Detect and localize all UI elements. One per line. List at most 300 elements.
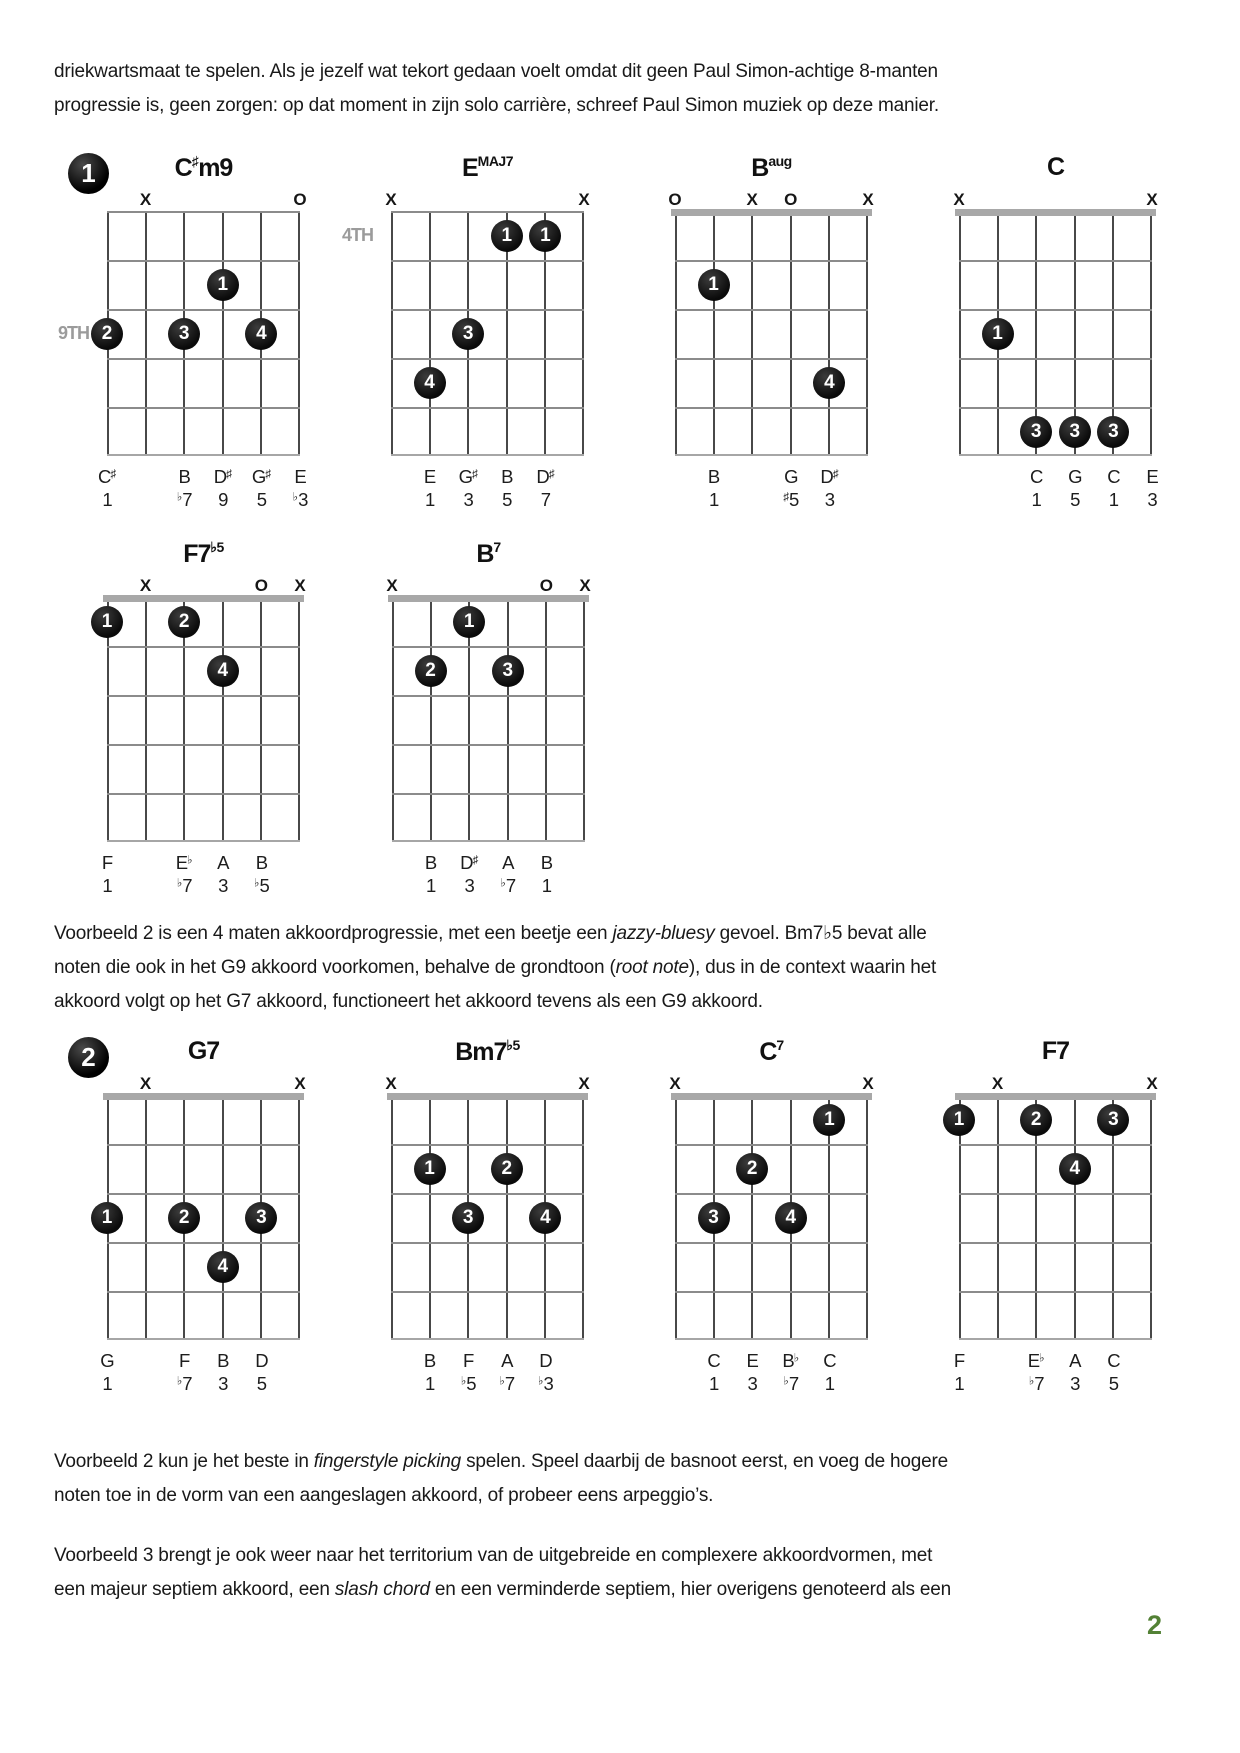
fret-line [959, 454, 1152, 456]
string-line [828, 211, 830, 456]
chord-diagram-csharp-m9 [54, 153, 338, 511]
scale-degree: ♭7 [783, 1373, 799, 1394]
note-name: C [1107, 1350, 1120, 1371]
note-name: G [1068, 466, 1082, 487]
fret-line [392, 744, 585, 746]
chord-name-main: E [461, 154, 478, 182]
finger-dot: 3 [1059, 416, 1091, 448]
finger-dot: 3 [698, 1202, 730, 1234]
fret-grid [391, 1095, 584, 1340]
chord-diagram-b7 [339, 539, 624, 897]
note-name: C♯ [97, 466, 117, 487]
scale-degree: 1 [541, 875, 552, 896]
accidental: ♯ [110, 468, 117, 481]
example-number-badge [68, 153, 109, 194]
muted-string-marker: X [139, 576, 152, 595]
chord-diagram-c [906, 153, 1190, 511]
chord-name-main: F7 [183, 540, 211, 568]
fret-line [391, 309, 584, 311]
finger-dot: 4 [414, 367, 446, 399]
note-names-row [675, 466, 868, 488]
finger-dot: 1 [491, 220, 523, 252]
nut-bar [955, 209, 1156, 216]
note-name: G♯ [251, 466, 271, 487]
note-names-row [675, 1350, 868, 1372]
fret-line [391, 1193, 584, 1195]
fret-line [959, 309, 1152, 311]
muted-string-marker: X [385, 190, 397, 209]
chord-name-main: C [174, 154, 192, 182]
paragraph-voorbeeld-2-speeltip [54, 1445, 1114, 1513]
fret-grid [959, 211, 1152, 456]
string-line [675, 211, 677, 456]
text-run: driekwartsmaat te spelen. Als je jezelf wat tekort gedaan voelt omdat dit geen Paul Simon-achtige 8-manten [54, 61, 938, 82]
string-line [790, 211, 792, 456]
string-line [1150, 1095, 1152, 1340]
fret-line [392, 793, 585, 795]
muted-string-marker: X [578, 190, 590, 209]
string-line [260, 597, 262, 842]
accidental: ♯ [265, 468, 271, 481]
finger-dot: 3 [452, 318, 484, 350]
fret-line [675, 260, 868, 262]
muted-string-marker: X [862, 190, 874, 209]
scale-degree: 1 [1031, 489, 1041, 510]
example-1-chord-diagrams [54, 153, 1190, 897]
note-names-row [959, 466, 1158, 488]
finger-dot: 2 [491, 1153, 523, 1185]
scale-degrees-row [954, 1373, 1152, 1395]
finger-dot: 3 [245, 1202, 277, 1234]
accidental: ♭ [176, 1375, 183, 1388]
finger-dot: 2 [91, 318, 123, 350]
finger-dot: 1 [698, 269, 730, 301]
scale-degrees-row [391, 1373, 584, 1395]
nut-bar [103, 1093, 304, 1100]
note-name: F [953, 1350, 965, 1371]
fret-line [107, 211, 300, 213]
accidental: ♯ [783, 491, 790, 504]
chord-name-main: C [759, 1038, 777, 1066]
accidental: ♭ [292, 491, 299, 504]
fret-line [392, 695, 585, 697]
fret-line [959, 260, 1152, 262]
muted-string-marker: X [862, 1074, 874, 1093]
string-line [582, 1095, 584, 1340]
note-name: B [423, 1350, 436, 1371]
accidental: ♭ [460, 1375, 467, 1388]
chord-diagram-row [54, 153, 1190, 511]
finger-dot: 1 [91, 1202, 123, 1234]
accidental: ♭ [254, 877, 260, 890]
finger-dot: 4 [1059, 1153, 1091, 1185]
note-name: B [178, 466, 190, 487]
fret-line [107, 358, 300, 360]
string-markers-row [669, 1071, 874, 1095]
fret-grid [953, 1095, 1152, 1340]
scale-degree: ♭7 [176, 489, 192, 510]
string-line [583, 597, 585, 842]
scale-degrees-row [675, 1373, 868, 1395]
string-line [506, 1095, 508, 1340]
open-string-marker: O [254, 576, 269, 595]
string-line [507, 597, 509, 842]
note-name: D♯ [213, 466, 232, 487]
string-markers-row [107, 187, 307, 211]
accidental: ♭ [1028, 1375, 1035, 1388]
scale-degree: ♭3 [538, 1373, 553, 1394]
chord-diagram-g7 [54, 1037, 338, 1395]
string-markers-row [385, 187, 590, 211]
string-line [1074, 1095, 1076, 1340]
chord-diagram-e-maj7 [338, 153, 622, 511]
chord-name-superscript: 7 [776, 1037, 784, 1053]
scale-degree: ♯5 [783, 489, 799, 510]
accidental: ♯ [472, 468, 478, 481]
paragraph-voorbeeld-2-beschrijving [54, 917, 1114, 1019]
accidental: ♭ [1039, 1352, 1045, 1365]
string-line [1150, 211, 1152, 456]
text-run: Voorbeeld 3 brengt je ook weer naar het territorium van de uitgebreide en complexere akkoordvormen, met [54, 1545, 933, 1566]
chord-diagram-f7-flat5 [54, 539, 339, 897]
fret-line [959, 1193, 1152, 1195]
string-line [866, 211, 868, 456]
scale-degree: 7 [540, 489, 551, 510]
note-name: G [784, 466, 798, 487]
accidental: ♭ [783, 1375, 789, 1388]
fretboard [101, 1095, 300, 1340]
fret-line [391, 407, 584, 409]
string-markers-row [959, 1071, 1158, 1095]
note-name: E♭ [1027, 1350, 1045, 1371]
text-run: progressie is, geen zorgen: op dat moment in zijn solo carrière, schreef Paul Simon muziek op deze manier. [54, 95, 939, 116]
string-markers-row [107, 1071, 306, 1095]
muted-string-marker: X [139, 190, 152, 209]
string-line [430, 597, 432, 842]
note-names-row [391, 1350, 584, 1372]
note-names-row [391, 466, 584, 488]
fret-line [107, 309, 300, 311]
accidental: ♭ [793, 1352, 800, 1365]
note-name: F [101, 852, 113, 873]
string-markers-row [668, 187, 874, 211]
muted-string-marker: X [746, 190, 758, 209]
scale-degree: 5 [1070, 489, 1080, 510]
accidental: ♯ [548, 468, 555, 481]
note-name: D [255, 1350, 268, 1371]
accidental: ♯ [226, 468, 232, 481]
chord-name-superscript: ♯ [191, 153, 199, 169]
fret-line [675, 1338, 868, 1340]
finger-dot: 4 [207, 1251, 239, 1283]
scale-degrees-row [959, 489, 1157, 511]
chord-name [675, 153, 868, 183]
finger-dot: 2 [1020, 1104, 1052, 1136]
fret-line [392, 840, 585, 842]
chord-diagram-b-aug [622, 153, 906, 511]
fretboard [57, 211, 300, 456]
scale-degree: ♭7 [176, 875, 192, 896]
chord-diagram-rows [54, 153, 1190, 897]
note-names-row [392, 852, 585, 874]
fret-line [959, 1338, 1152, 1340]
finger-dot: 3 [168, 318, 200, 350]
fret-grid [391, 211, 584, 456]
scale-degree: ♭7 [499, 1373, 515, 1394]
finger-dot: 4 [775, 1202, 807, 1234]
fret-position-label: 9TH [57, 322, 89, 343]
fret-position-label: 4TH [341, 224, 373, 245]
chord-name [675, 1037, 868, 1067]
note-name: F [179, 1350, 190, 1371]
muted-string-marker: X [386, 576, 398, 595]
fret-line [107, 454, 300, 456]
note-name: B [424, 852, 437, 873]
scale-degree: 3 [1070, 1373, 1080, 1394]
fret-line [675, 1242, 868, 1244]
example-number: 1 [81, 158, 96, 188]
accidental: ♭ [538, 1375, 544, 1388]
note-name: F [463, 1350, 474, 1371]
example-number: 2 [81, 1042, 96, 1072]
note-name: C [823, 1350, 836, 1371]
chord-name-main: G7 [187, 1037, 220, 1065]
note-name: B [501, 466, 513, 487]
finger-dot: 1 [943, 1104, 975, 1136]
accidental: ♭ [187, 854, 193, 867]
scale-degree: ♭7 [176, 1373, 192, 1394]
scale-degree: 1 [424, 1373, 435, 1394]
fret-line [107, 695, 300, 697]
finger-dot: 1 [813, 1104, 845, 1136]
finger-dot: 3 [1097, 416, 1129, 448]
fret-grid [675, 211, 868, 456]
text-run: noten die ook in het G9 akkoord voorkomen, behalve de grondtoon ( [54, 957, 616, 978]
chord-name-main: B [751, 154, 769, 182]
fret-line [107, 646, 300, 648]
fret-line [107, 1338, 300, 1340]
fret-line [675, 1193, 868, 1195]
fret-line [107, 840, 300, 842]
text-run: fingerstyle picking [313, 1451, 462, 1472]
scale-degree: 1 [102, 875, 112, 896]
text-run: ), dus in de context waarin het [688, 957, 937, 978]
fret-grid [675, 1095, 868, 1340]
muted-string-marker: X [294, 576, 306, 595]
chord-name-main: F7 [1041, 1037, 1070, 1065]
finger-dot: 4 [245, 318, 277, 350]
fret-line [107, 1242, 300, 1244]
string-line [429, 211, 431, 456]
fret-line [107, 407, 300, 409]
note-name: B [217, 1350, 229, 1371]
scale-degree: 5 [256, 1373, 267, 1394]
muted-string-marker: X [1146, 190, 1158, 209]
chord-name [959, 153, 1152, 183]
chord-name-main: C [1046, 153, 1065, 181]
scale-degrees-row [102, 875, 300, 897]
muted-string-marker: X [385, 1074, 397, 1093]
scale-degree: ♭7 [1028, 1373, 1044, 1394]
scale-degree: 3 [218, 1373, 228, 1394]
string-line [222, 211, 224, 456]
fret-grid [101, 597, 300, 842]
string-line [959, 211, 961, 456]
scale-degree: 5 [256, 489, 267, 510]
chord-name-main: Bm7 [455, 1038, 507, 1066]
string-markers-row [953, 187, 1158, 211]
chord-diagram-row [54, 539, 1190, 897]
string-line [298, 1095, 300, 1340]
string-line [391, 1095, 393, 1340]
note-name: C [1107, 466, 1120, 487]
fretboard [391, 1095, 584, 1340]
scale-degree: 3 [824, 489, 835, 510]
finger-dot: 1 [91, 606, 123, 638]
fret-line [675, 358, 868, 360]
chord-name [392, 539, 585, 569]
accidental: ♭ [176, 491, 183, 504]
scale-degree: ♭7 [500, 875, 516, 896]
fret-line [391, 454, 584, 456]
string-line [145, 597, 147, 842]
string-markers-row [386, 573, 591, 597]
chord-name-main: m9 [198, 154, 233, 182]
page-number: 2 [1146, 1610, 1162, 1640]
open-string-marker: O [668, 190, 682, 209]
finger-dot: 1 [414, 1153, 446, 1185]
paragraph-intro-continuation [54, 55, 1114, 123]
finger-dot: 1 [453, 606, 485, 638]
fretboard [953, 1095, 1152, 1340]
fretboard [101, 597, 300, 842]
fret-line [392, 646, 585, 648]
scale-degree: 1 [708, 489, 719, 510]
note-name: E [746, 1350, 758, 1371]
string-line [298, 597, 300, 842]
scale-degrees-row [102, 1373, 300, 1395]
text-run: en een verminderde septiem, hier overigens genoteerd als een [429, 1579, 952, 1600]
fret-grid [392, 597, 585, 842]
note-name: A [502, 852, 514, 873]
scale-degree: ♭5 [254, 875, 269, 896]
note-names-row [953, 1350, 1152, 1372]
scale-degree: 1 [424, 489, 435, 510]
note-name: D [539, 1350, 552, 1371]
chord-name [107, 1037, 300, 1067]
note-name: A [217, 852, 229, 873]
note-name: A [1069, 1350, 1081, 1371]
fret-line [107, 1144, 300, 1146]
note-name: B [540, 852, 553, 873]
string-line [298, 211, 300, 456]
fret-line [675, 454, 868, 456]
note-name: B [255, 852, 268, 873]
scale-degree: 3 [747, 1373, 757, 1394]
fret-line [107, 260, 300, 262]
finger-dot: 4 [207, 655, 239, 687]
note-name: E [294, 466, 306, 487]
scale-degree: 1 [1108, 489, 1119, 510]
text-run: akkoord volgt op het G7 akkoord, functioneert het akkoord tevens als een G9 akkoord. [54, 991, 763, 1012]
finger-dot: 3 [452, 1202, 484, 1234]
nut-bar [955, 1093, 1156, 1100]
scale-degree: 1 [102, 489, 112, 510]
text-run: slash chord [334, 1579, 430, 1600]
finger-dot: 1 [207, 269, 239, 301]
string-line [222, 597, 224, 842]
fret-line [107, 1291, 300, 1293]
fret-line [959, 1291, 1152, 1293]
note-name: C [1030, 466, 1043, 487]
open-string-marker: O [539, 576, 554, 595]
scale-degree: 1 [708, 1373, 719, 1394]
note-name: D♯ [536, 466, 555, 487]
chord-name-superscript: aug [768, 153, 792, 169]
accidental: ♯ [832, 468, 839, 481]
chord-name [107, 539, 300, 569]
chord-name [391, 1037, 584, 1067]
note-name: D♯ [820, 466, 839, 487]
note-names-row [100, 1350, 300, 1372]
scale-degree: 5 [1108, 1373, 1119, 1394]
chord-diagram-f7 [906, 1037, 1190, 1395]
open-string-marker: O [293, 190, 307, 209]
string-line [391, 211, 393, 456]
note-names-row [97, 466, 306, 488]
scale-degrees-row [392, 875, 585, 897]
string-line [429, 1095, 431, 1340]
fret-grid [101, 1095, 300, 1340]
muted-string-marker: X [578, 1074, 590, 1093]
fret-line [675, 407, 868, 409]
finger-dot: 3 [1097, 1104, 1129, 1136]
fret-line [107, 1193, 300, 1195]
fret-line [107, 744, 300, 746]
muted-string-marker: X [991, 1074, 1004, 1093]
scale-degree: 1 [824, 1373, 835, 1394]
finger-dot: 4 [813, 367, 845, 399]
chord-name-superscript: ♭5 [210, 539, 224, 555]
chord-diagram-c7 [622, 1037, 906, 1395]
muted-string-marker: X [139, 1074, 152, 1093]
finger-dot: 4 [529, 1202, 561, 1234]
string-line [392, 597, 394, 842]
chord-name [391, 153, 584, 183]
scale-degrees-row [391, 489, 584, 511]
scale-degree: ♭3 [292, 489, 308, 510]
string-line [222, 1095, 224, 1340]
nut-bar [387, 1093, 588, 1100]
finger-dot: 2 [736, 1153, 768, 1185]
string-line [751, 1095, 753, 1340]
string-line [145, 1095, 147, 1340]
finger-dot: 1 [982, 318, 1014, 350]
scale-degree: 5 [502, 489, 512, 510]
chord-diagram-row [54, 1037, 1190, 1395]
accidental: ♯ [472, 854, 479, 867]
accidental: ♭ [499, 1375, 505, 1388]
fret-line [391, 1338, 584, 1340]
chord-name-superscript: MAJ7 [477, 153, 514, 169]
chord-diagram-rows [54, 1037, 1190, 1395]
text-run: jazzy-bluesy [612, 923, 715, 944]
accidental: ♭ [500, 877, 506, 890]
muted-string-marker: X [953, 190, 965, 209]
string-markers-row [107, 573, 306, 597]
scale-degree: 3 [1147, 489, 1157, 510]
note-name: B♭ [782, 1350, 800, 1371]
